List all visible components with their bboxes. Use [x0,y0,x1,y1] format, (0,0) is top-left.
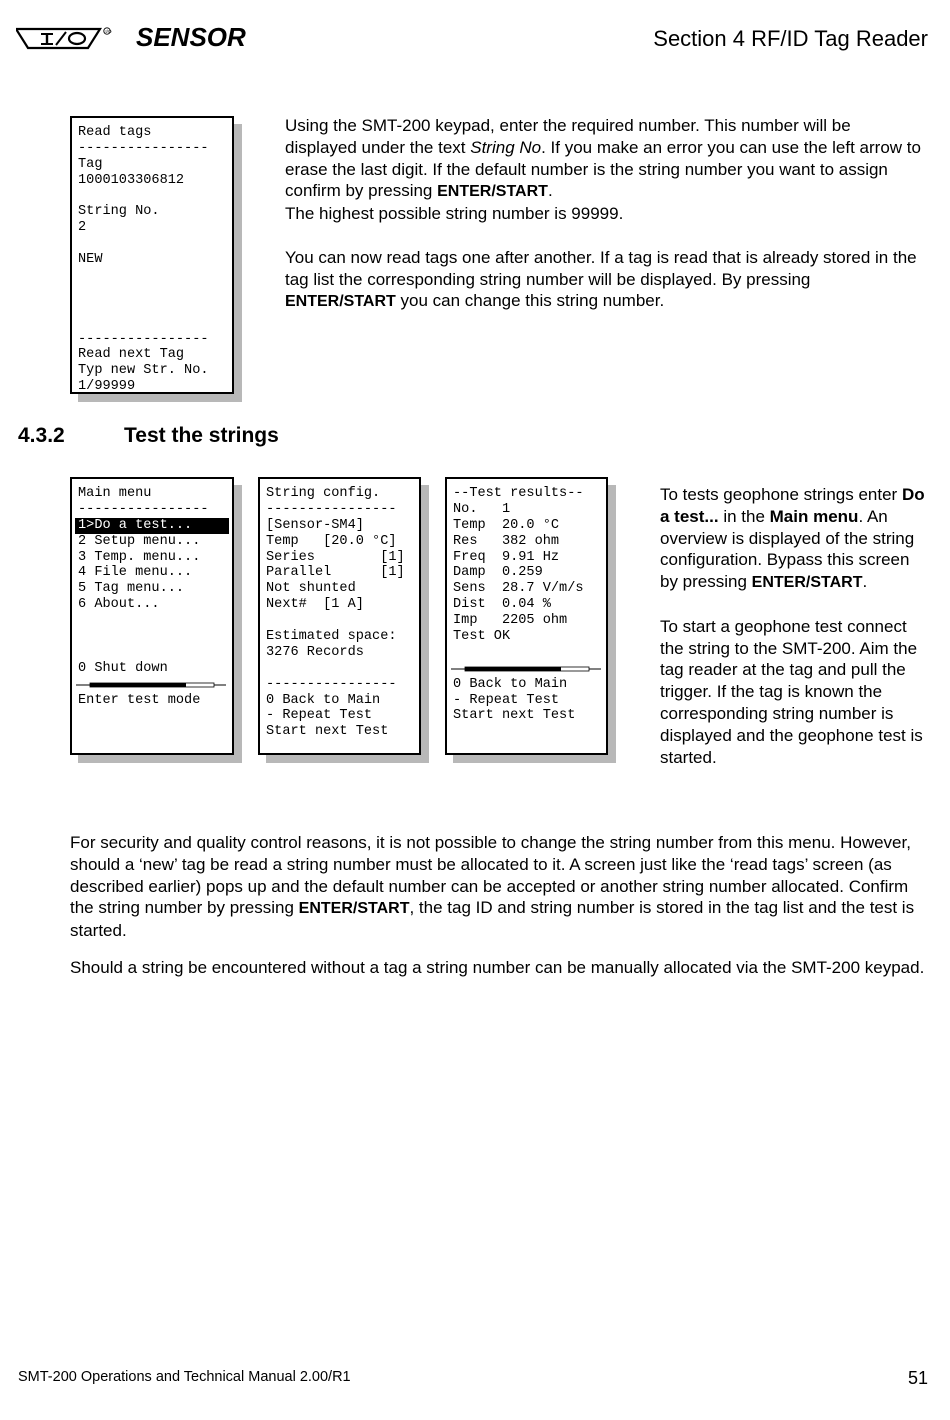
menu-item-shut-down[interactable]: 0 Shut down [78,660,168,676]
screen-footer-hint: Enter test mode [78,692,201,708]
test-results-action-line: 0 Back to Main [453,676,568,692]
test-results-line: No. 1 [453,501,511,517]
string-config-line: 3276 Records [266,644,364,660]
progress-bar [447,661,606,677]
read-tags-line: 2 [78,220,87,236]
string-config-screen [258,477,421,755]
screen-divider: ---------------- [78,501,209,517]
string-config-line: Series [1] [266,549,405,565]
progress-bar-graphic [76,682,228,688]
section-number: 4.3.2 [18,424,65,447]
side-paragraph-1: To tests geophone strings enter Do a test... in the Main menu. An overview is displayed of the string configuration. Bypass this screen by pressing ENTER/START. [660,485,925,592]
read-tags-line [72,189,232,205]
test-results-line: --Test results-- [453,486,584,501]
menu-item-setup[interactable]: 2 Setup menu... [78,533,201,549]
read-tags-line: 1/99999 [78,379,136,395]
read-tags-line: Read tags [78,125,152,140]
intro-paragraph-1-line2: The highest possible string number is 99999. [285,204,624,224]
test-results-line: Dist 0.04 % [453,597,551,613]
string-config-line [260,613,419,629]
read-tags-line: ---------------- [78,140,209,156]
string-config-line [260,661,419,677]
read-tags-line: Tag [78,156,103,172]
test-results-line: Imp 2205 ohm [453,613,568,629]
menu-item-about[interactable]: 6 About... [78,597,160,613]
read-tags-line: NEW [78,252,103,268]
read-tags-line: Read next Tag [78,347,185,363]
menu-item-do-a-test[interactable]: 1>Do a test... [75,518,229,534]
body-paragraph-2: Should a string be encountered without a tag a string number can be manually allocated via the SMT-200 keypad. [70,957,925,977]
read-tags-line [72,300,232,316]
test-results-line: Test OK [453,629,511,645]
brand-name: SENSOR [136,22,246,52]
main-menu-screen [70,477,234,755]
menu-item-file[interactable]: 4 File menu... [78,565,193,581]
side-text [660,484,932,768]
body-text [70,832,930,979]
string-config-line: ---------------- [266,676,397,692]
string-config-line: 0 Back to Main [266,692,381,708]
section-heading: Section 4 RF/ID Tag Reader [653,26,928,51]
test-results-line: Freq 9.91 Hz [453,549,560,565]
menu-item-tag[interactable]: 5 Tag menu... [78,581,185,597]
string-config-line: String config. [266,486,381,501]
string-config-line: Next# [1 A] [266,597,364,613]
side-paragraph-2: To start a geophone test connect the string to the SMT-200. Aim the tag reader at the tag and pull the trigger. If the tag is known the corresponding string number is displayed and the geophone test is started. [660,616,923,767]
test-results-line: Res 382 ohm [453,533,560,549]
read-tags-line [72,316,232,332]
read-tags-line: ---------------- [78,331,209,347]
test-results-line: Damp 0.259 [453,565,543,581]
test-results-line: Temp 20.0 °C [453,517,560,533]
read-tags-line: String No. [78,204,160,220]
read-tags-screen [70,116,234,394]
test-results-screen [445,477,608,755]
progress-bar-graphic [451,666,603,672]
read-tags-line: 1000103306812 [78,172,185,188]
string-config-line: - Repeat Test [266,708,373,724]
section-title: Test the strings [124,424,279,447]
test-results-action-line: - Repeat Test [453,692,560,708]
read-tags-line: Typ new Str. No. [78,363,209,379]
progress-bar [72,677,232,693]
string-config-line: Parallel [1] [266,565,405,581]
string-config-line: Temp [20.0 °C] [266,533,397,549]
test-results-action-line: Start next Test [453,708,576,724]
string-config-line: ---------------- [266,501,397,517]
read-tags-line [72,284,232,300]
test-results-line [447,645,606,661]
intro-paragraph-2: You can now read tags one after another. If a tag is read that is already stored in the tag list the corresponding string number will be displayed. By pressing ENTER/START you can change this string number. [285,247,917,311]
read-tags-line [72,236,232,252]
string-config-line: Not shunted [266,581,356,597]
read-tags-line [72,268,232,284]
io-logo-icon [16,26,112,50]
intro-text [285,115,925,313]
footer-manual-title: SMT-200 Operations and Technical Manual 2.00/R1 [18,1369,351,1385]
page-number: 51 [907,1368,928,1388]
screen-title: Main menu [78,486,152,501]
svg-text:I/O: I/O [105,28,112,34]
intro-paragraph-1: Using the SMT-200 keypad, enter the required number. This number will be displayed under the text String No. If you make an error you can use the left arrow to erase the last digit. If the default number is the string number you want to assign confirm by pressing ENTER/START. [285,116,921,201]
string-config-line: Start next Test [266,724,389,740]
string-config-line: [Sensor-SM4] [266,517,364,533]
test-results-line: Sens 28.7 V/m/s [453,581,584,597]
string-config-line: Estimated space: [266,629,397,645]
menu-item-temp[interactable]: 3 Temp. menu... [78,549,201,565]
body-paragraph-1: For security and quality control reasons, it is not possible to change the string number from this menu. However, should a ‘new’ tag be read a string number must be allocated to it. A screen just like the ‘read tags’ screen (as described earlier) pops up and the default number can be accepted or another string number allocated. Confirm the string number by pressing ENTER/START, the tag ID and string number is stored in the tag list and the test is started. [70,833,915,941]
